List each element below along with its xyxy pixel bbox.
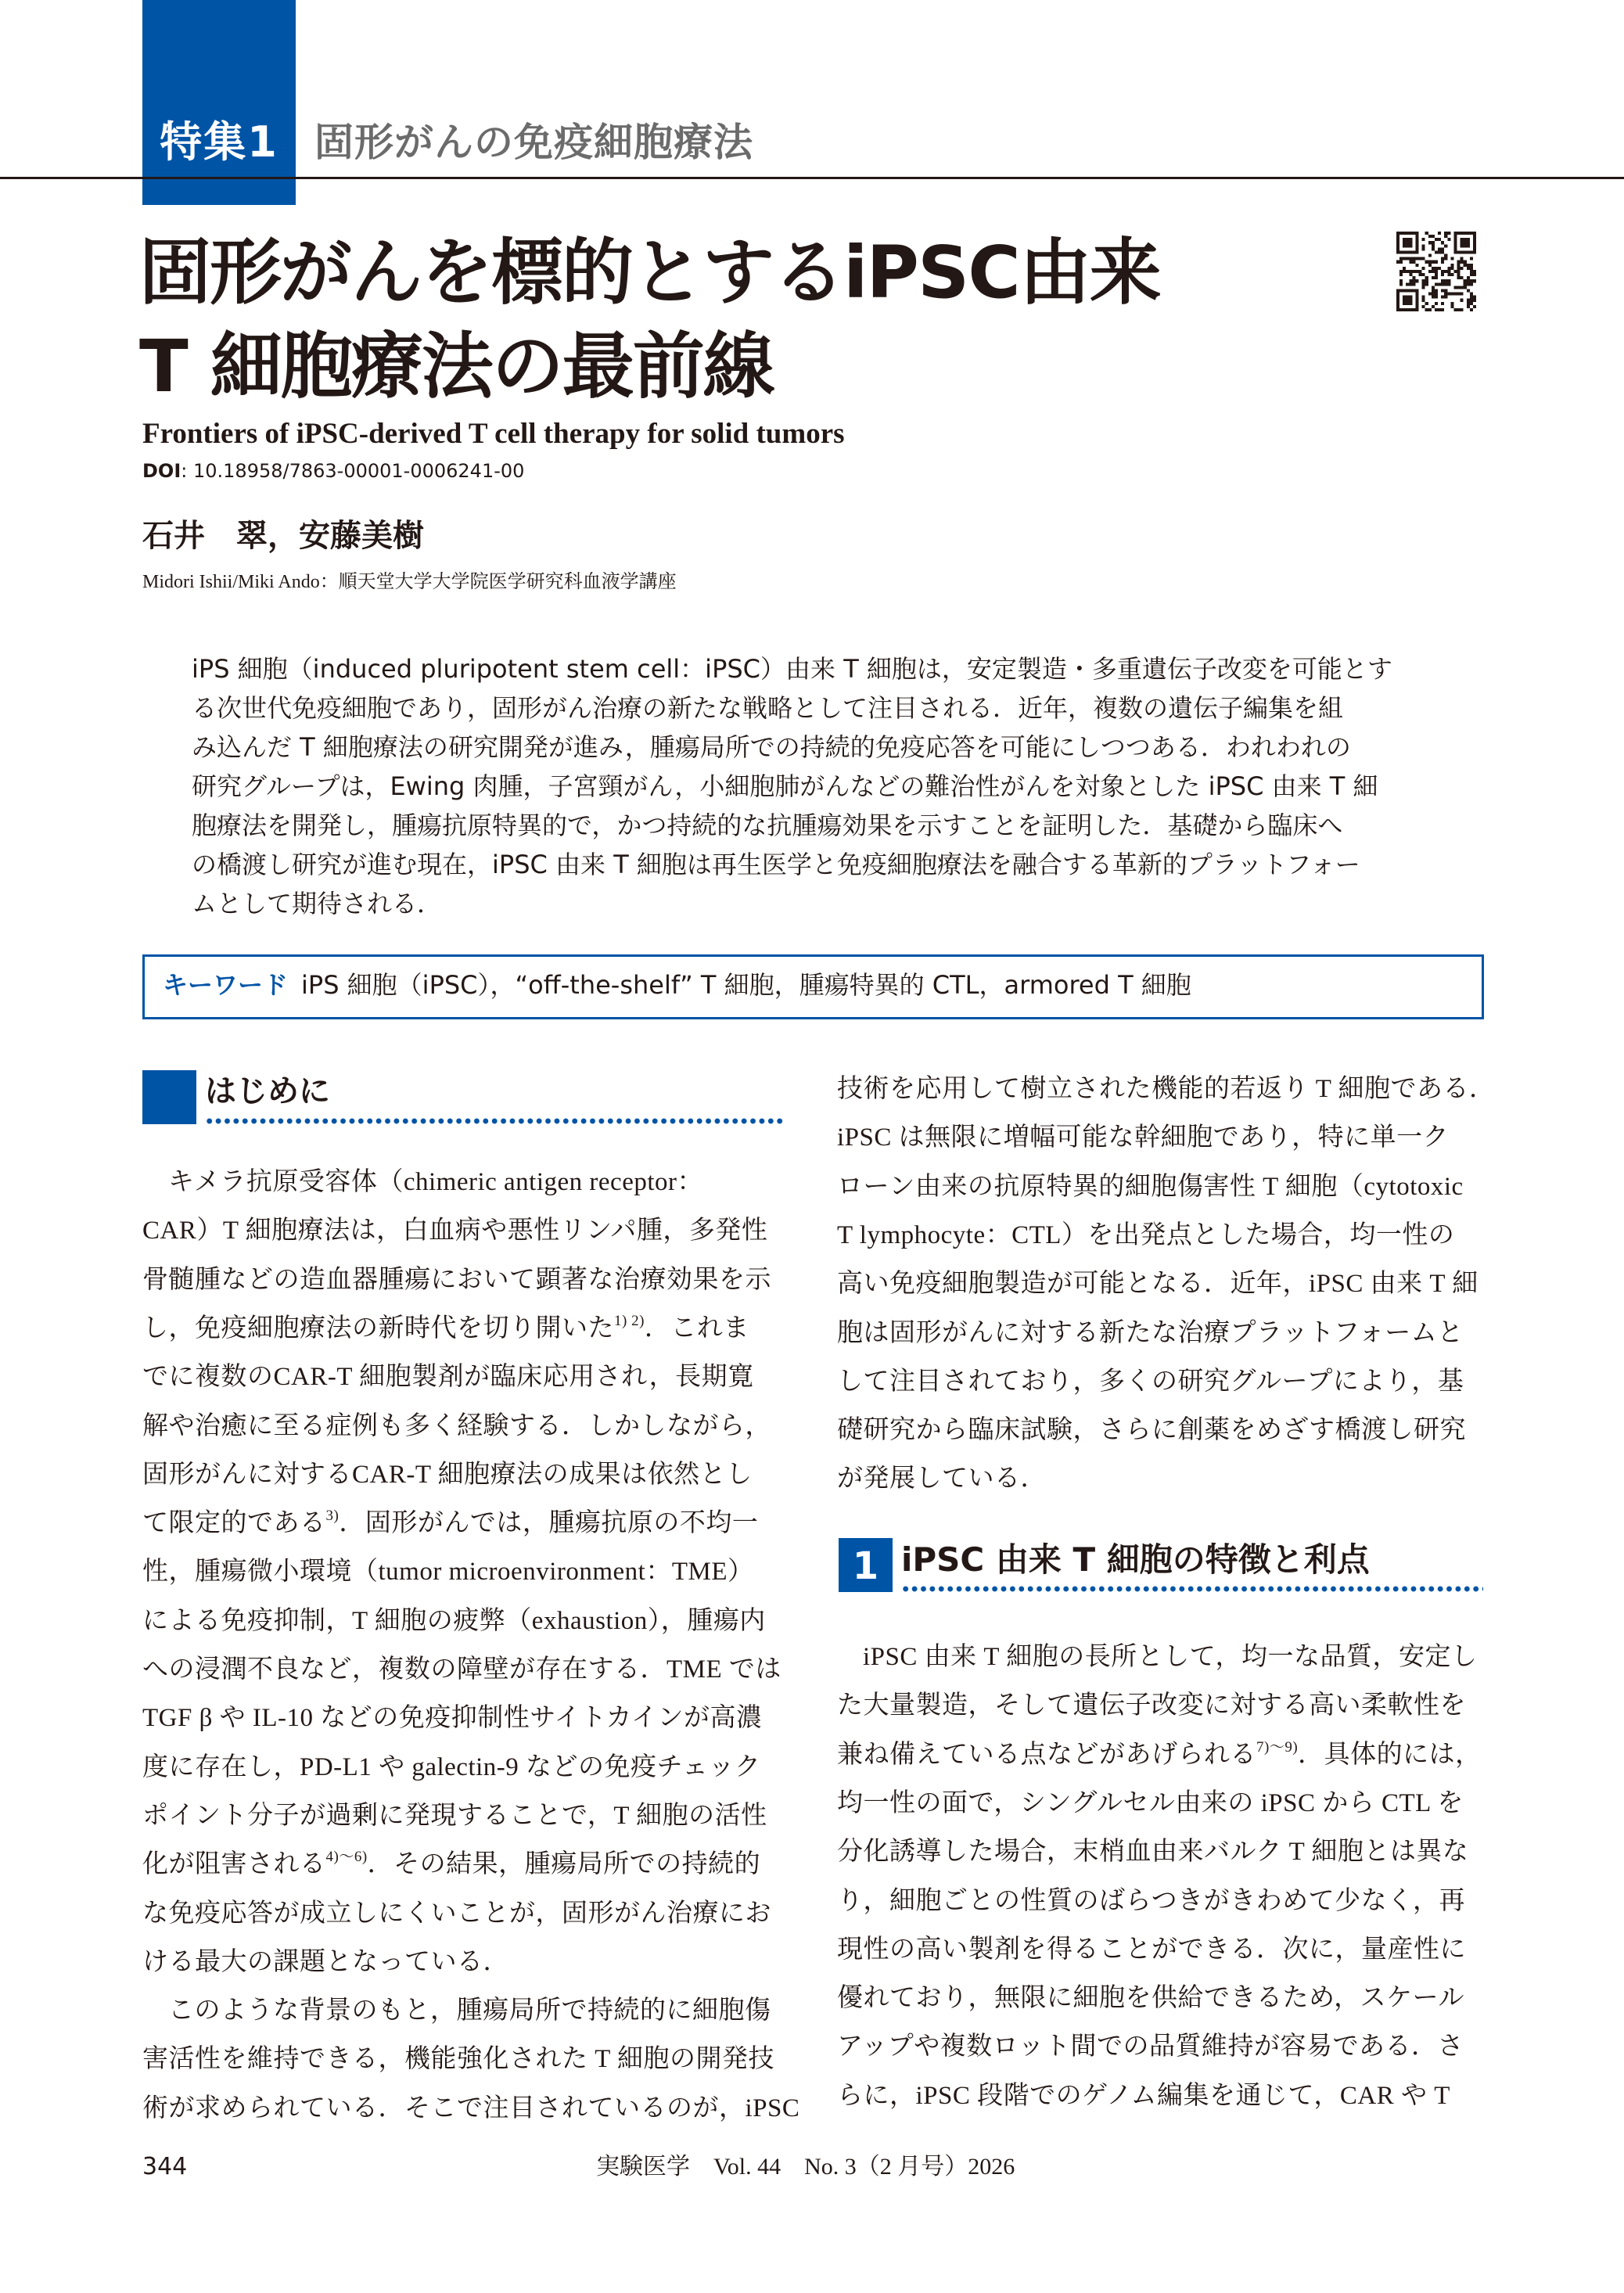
- abstract-line: ムとして期待される．: [192, 889, 443, 918]
- body-text: このような背景のもと，腫瘍局所で持続的に細胞傷: [168, 1996, 771, 2025]
- body-text: 性，腫瘍微小環境（tumor microenvironment：TME）: [142, 1558, 754, 1587]
- body-text-line: [837, 1739, 1482, 1770]
- body-text: が発展している．: [837, 1465, 1047, 1493]
- doi[interactable]: [142, 458, 524, 483]
- body-text: 礎研究から臨床試験，さらに創薬をめざす橋渡し研究: [837, 1416, 1466, 1445]
- abstract-line: 胞療法を開発し，腫瘍抗原特異的で，かつ持続的な抗腫瘍効果を示すことを証明した．基礎から臨床へ: [192, 810, 1343, 840]
- feature-label: 特集1: [160, 117, 278, 167]
- body-text-line: [142, 1800, 767, 1831]
- series-title: 固形がんの免疫細胞療法: [314, 120, 753, 165]
- journal-citation: 実験医学 Vol. 44 No. 3（2 月号）2026: [596, 2154, 1015, 2180]
- abstract-line: の橋渡し研究が進む現在，iPSC 由来 T 細胞は再生医学と免疫細胞療法を融合する革新的プラットフォー: [192, 850, 1360, 879]
- body-text-line: [142, 1361, 754, 1393]
- citation-reference[interactable]: 1) 2): [614, 1312, 645, 1329]
- body-text: でに複数のCAR-T 細胞製剤が臨床応用され，長期寛: [142, 1363, 754, 1392]
- body-text-line: [142, 1264, 771, 1296]
- body-text: 技術を応用して樹立された機能的若返り T 細胞である．: [837, 1075, 1496, 1103]
- body-text: ．これま: [644, 1314, 749, 1342]
- body-text: 解や治癒に至る症例も多く経験する．しかしながら，: [142, 1411, 771, 1440]
- article-title-line-1: 固形がんを標的とするiPSC由来: [139, 231, 1160, 314]
- english-subtitle: Frontiers of iPSC-derived T cell therapy for solid tumors: [142, 418, 845, 450]
- body-text-line: [142, 1752, 761, 1783]
- abstract-line: iPS 細胞（induced pluripotent stem cell：iPSC）由来 T 細胞は，安定製造・多重遺伝子改変を可能とす: [192, 654, 1392, 684]
- body-text-line: [837, 1982, 1464, 2014]
- body-text: 高い免疫細胞製造が可能となる．近年，iPSC 由来 T 細: [837, 1270, 1478, 1299]
- body-text: への浸潤不良など，複数の障壁が存在する．TME では: [142, 1655, 781, 1684]
- body-text-line: [837, 1788, 1464, 1819]
- body-text-line: [142, 1946, 509, 1978]
- body-text: キメラ抗原受容体（chimeric antigen receptor：: [168, 1168, 703, 1196]
- body-text: 兼ね備えている点などがあげられる: [837, 1740, 1256, 1769]
- citation-reference[interactable]: 7)〜9): [1256, 1738, 1299, 1756]
- body-text: ．具体的には，: [1298, 1740, 1482, 1769]
- body-text: 術が求められている．そこで注目されているのが，iPSC: [142, 2094, 800, 2122]
- body-text: た大量製造，そして遺伝子改変に対する高い柔軟性を: [837, 1691, 1466, 1720]
- abstract-line: 研究グループは，Ewing 肉腫，子宮頸がん，小細胞肺がんなどの難治性がんを対象とした iPSC 由来 T 細: [192, 771, 1378, 801]
- authors: 石井 翠，安藤美樹: [142, 518, 424, 554]
- section-dotted-rule: [901, 1585, 1483, 1593]
- section-heading-introduction: はじめに: [205, 1073, 330, 1109]
- doi-value: : 10.18958/7863-00001-0006241-00: [181, 460, 525, 482]
- abstract-line: る次世代免疫細胞であり，固形がん治療の新たな戦略として注目される．近年，複数の遺伝子編集を組: [192, 693, 1344, 723]
- article-title-line-2: T 細胞療法の最前線: [139, 325, 774, 408]
- body-text-line: [837, 1641, 1478, 1673]
- body-text-line: [142, 1654, 781, 1685]
- body-text-line: [837, 1171, 1464, 1202]
- section-heading-1: iPSC 由来 T 細胞の特徴と利点: [901, 1540, 1370, 1579]
- body-text-line: [142, 1556, 754, 1587]
- body-text-line: [142, 1849, 760, 1880]
- body-text: し，免疫細胞療法の新時代を切り開いた: [142, 1314, 614, 1342]
- body-text: CAR）T 細胞療法は，白血病や悪性リンパ腫，多発性: [142, 1217, 768, 1245]
- body-text-line: [142, 1508, 758, 1539]
- body-text-line: [142, 1313, 749, 1344]
- body-text: 優れており，無限に細胞を供給できるため，スケール: [837, 1984, 1465, 2013]
- body-text: T lymphocyte：CTL）を出発点とした場合，均一性の: [837, 1220, 1455, 1249]
- body-text: 度に存在し，PD-L1 や galectin-9 などの免疫チェック: [142, 1752, 761, 1781]
- body-text-line: [142, 1605, 766, 1637]
- citation-reference[interactable]: 4)〜6): [325, 1849, 368, 1866]
- body-text: らに，iPSC 段階でのゲノム編集を通じて，CAR や T: [837, 2081, 1450, 2110]
- body-text-line: [837, 1934, 1466, 1965]
- body-text-line: [837, 1317, 1464, 1349]
- body-text: 現性の高い製剤を得ることができる．次に，量産性に: [837, 1935, 1466, 1964]
- section-dotted-rule: [205, 1117, 785, 1125]
- body-text: TGF β や IL-10 などの免疫抑制性サイトカインが高濃: [142, 1704, 763, 1733]
- section-number: 1: [852, 1544, 879, 1588]
- body-text-line: [837, 1690, 1466, 1721]
- body-text-line: [837, 2031, 1464, 2062]
- section-marker-square: [142, 1070, 196, 1124]
- body-text-line: [837, 2080, 1450, 2112]
- affiliation: Midori Ishii/Miki Ando：順天堂大学大学院医学研究科血液学講座: [142, 572, 677, 592]
- body-text: 骨髄腫などの造血器腫瘍において顕著な治療効果を示: [142, 1265, 771, 1294]
- body-text-line: [837, 1073, 1496, 1105]
- body-text: ローン由来の抗原特異的細胞傷害性 T 細胞（cytotoxic: [837, 1172, 1464, 1201]
- body-text-line: [142, 1215, 767, 1246]
- body-text-line: [142, 2043, 774, 2075]
- body-text: iPSC は無限に増幅可能な幹細胞であり，特に単一ク: [837, 1123, 1450, 1152]
- body-text: して注目されており，多くの研究グループにより，基: [837, 1367, 1464, 1396]
- body-text-line: [142, 1166, 703, 1198]
- qr-code-icon[interactable]: [1396, 231, 1476, 312]
- body-text-line: [142, 1411, 771, 1442]
- body-text: ．その結果，腫瘍局所での持続的: [367, 1850, 761, 1879]
- body-text: ポイント分子が過剰に発現することで，T 細胞の活性: [142, 1801, 767, 1830]
- body-text: アップや複数ロット間での品質維持が容易である．さ: [837, 2032, 1464, 2061]
- keywords-text: iPS 細胞（iPSC），“off-the-shelf” T 細胞，腫瘍特異的 CTL，armored T 細胞: [301, 970, 1191, 1000]
- body-text: 胞は固形がんに対する新たな治療プラットフォームと: [837, 1318, 1464, 1347]
- body-text-line: [142, 2093, 799, 2124]
- body-text: 害活性を維持できる，機能強化された T 細胞の開発技: [142, 2045, 775, 2074]
- body-text-line: [837, 1220, 1454, 1251]
- body-text-line: [837, 1122, 1449, 1153]
- body-text-line: [142, 1995, 771, 2026]
- body-text: ける最大の課題となっている．: [142, 1947, 509, 1976]
- header-rule: [0, 177, 1624, 179]
- body-text: り，細胞ごとの性質のばらつきがきわめて少なく，再: [837, 1886, 1466, 1915]
- body-text-line: [837, 1268, 1478, 1299]
- body-text: 均一性の面で，シングルセル由来の iPSC から CTL を: [837, 1788, 1464, 1817]
- body-text: 分化誘導した場合，末梢血由来バルク T 細胞とは異な: [837, 1838, 1469, 1867]
- feature-tab: [142, 0, 296, 205]
- body-text: ．固形がんでは，腫瘍抗原の不均一: [339, 1509, 759, 1538]
- body-text-line: [837, 1366, 1464, 1397]
- body-text: による免疫抑制，T 細胞の疲弊（exhaustion），腫瘍内: [142, 1606, 766, 1635]
- body-text: 固形がんに対するCAR-T 細胞療法の成果は依然とし: [142, 1460, 753, 1489]
- doi-label: DOI: [142, 460, 181, 482]
- citation-reference[interactable]: 3): [325, 1508, 340, 1525]
- body-text: 化が阻害される: [142, 1850, 326, 1879]
- body-text-line: [142, 1459, 753, 1490]
- body-text: iPSC 由来 T 細胞の長所として，均一な品質，安定し: [863, 1643, 1478, 1671]
- body-text-line: [837, 1836, 1468, 1867]
- body-text-line: [142, 1702, 762, 1734]
- abstract-line: み込んだ T 細胞療法の研究開発が進み，腫瘍局所での持続的免疫応答を可能にしつつある．われわれの: [192, 732, 1351, 762]
- body-text-line: [837, 1885, 1465, 1917]
- body-text-line: [837, 1463, 1047, 1494]
- body-text: て限定的である: [142, 1509, 326, 1538]
- page-number: 344: [142, 2153, 188, 2180]
- keywords-label: キーワード: [163, 970, 289, 1000]
- body-text-line: [142, 1898, 771, 1929]
- body-text: な免疫応答が成立しにくいことが，固形がん治療にお: [142, 1899, 771, 1928]
- body-text-line: [837, 1414, 1466, 1446]
